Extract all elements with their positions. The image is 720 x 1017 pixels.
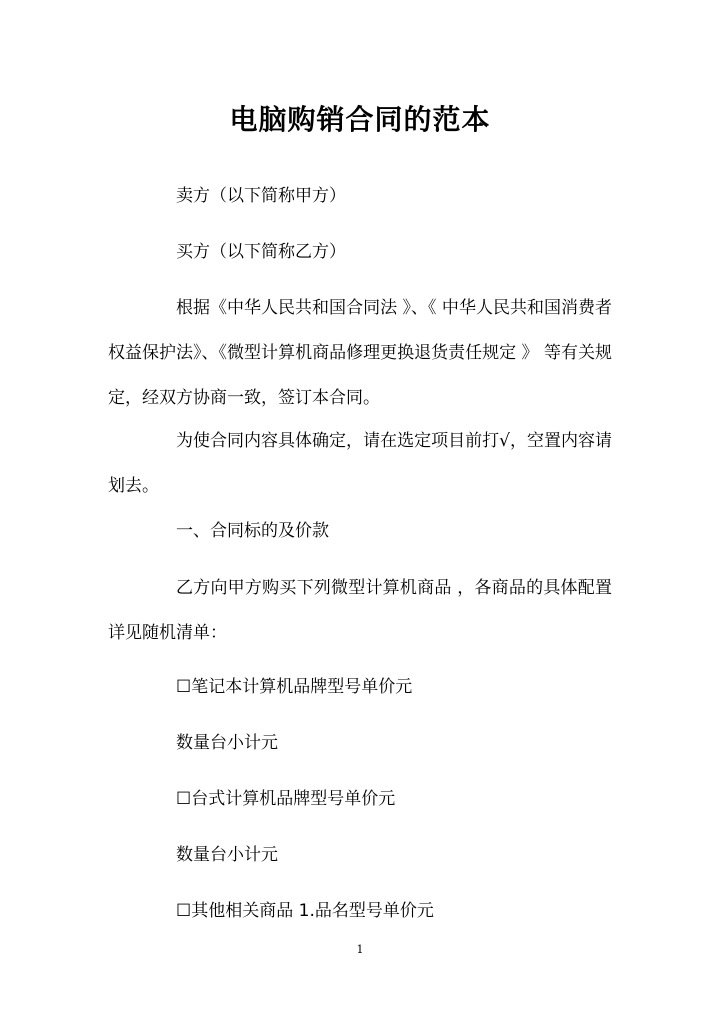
document-title: 电脑购销合同的范本 bbox=[229, 103, 491, 136]
paragraph-legal-basis: 根据《中华人民共和国合同法 》、《 中华人民共和国消费者权益保护法》、《微型计算机商品修理更换退货责任规定 》 等有关规定，经双方协商一致，签订本合同。 bbox=[108, 298, 612, 408]
paragraph-purchase: 乙方向甲方购买下列微型计算机商品 ，各商品的具体配置详见随机清单： bbox=[108, 578, 612, 643]
paragraph-seller: 卖方（以下简称甲方） bbox=[176, 186, 346, 206]
item-desktop-quantity: 数量台小计元 bbox=[176, 845, 278, 865]
paragraph-buyer: 买方（以下简称乙方） bbox=[176, 242, 346, 262]
paragraph-instructions: 为使合同内容具体确定，请在选定项目前打√，空置内容请划去。 bbox=[108, 431, 612, 496]
item-laptop: ☐笔记本计算机品牌型号单价元 bbox=[176, 677, 413, 697]
item-desktop: ☐台式计算机品牌型号单价元 bbox=[176, 789, 396, 809]
page-number: 1 bbox=[356, 943, 364, 956]
item-other-products: ☐其他相关商品 1.品名型号单价元 bbox=[176, 901, 434, 921]
item-laptop-quantity: 数量台小计元 bbox=[176, 733, 278, 753]
section-heading-subject-price: 一、合同标的及价款 bbox=[176, 521, 329, 541]
